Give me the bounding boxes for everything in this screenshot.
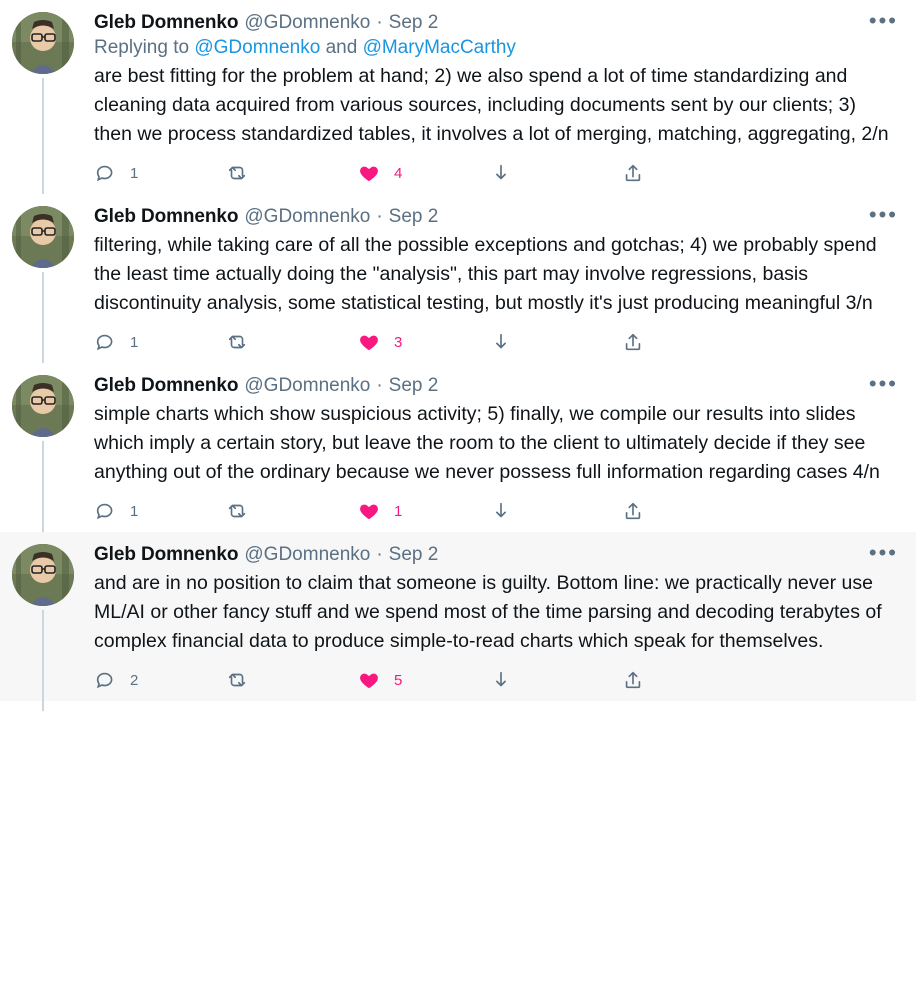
author-handle[interactable]: @GDomnenko [244,544,371,565]
heart-icon [358,162,380,184]
share-button[interactable] [622,500,754,522]
like-button[interactable] [358,162,490,184]
share-icon [622,500,644,522]
mention-link-marymaccarthy[interactable]: @MaryMacCarthy [362,37,516,58]
separator-dot: · [376,12,383,33]
tweet-content [84,202,900,359]
retweet-icon [226,162,248,184]
download-icon [490,500,512,522]
like-count: 1 [394,502,403,520]
like-count: 3 [394,333,403,351]
mention-link-gdomnenko[interactable]: @GDomnenko [194,37,321,58]
tweet-header [94,202,898,228]
replying-to-label: Replying to [94,37,195,58]
download-button[interactable] [490,162,622,184]
tweet-date[interactable]: Sep 2 [388,206,439,227]
download-icon [490,669,512,691]
tweet-content [84,540,900,697]
tweet-actions [94,162,754,184]
like-button[interactable] [358,669,490,691]
author-handle[interactable]: @GDomnenko [244,12,371,33]
replying-to-line [94,37,896,59]
like-count: 4 [394,164,403,182]
separator-dot: · [376,375,383,396]
heart-icon [358,500,380,522]
download-icon [490,331,512,353]
avatar-column [12,544,84,697]
avatar-column [12,375,84,528]
mention-conjunction: and [320,37,363,58]
separator-dot: · [376,206,383,227]
reply-count: 1 [130,502,139,520]
avatar-column [12,12,84,190]
retweet-icon [226,669,248,691]
retweet-button[interactable] [226,669,358,691]
download-button[interactable] [490,669,622,691]
thread-connector-line [42,78,44,204]
share-icon [622,669,644,691]
like-count: 5 [394,671,403,689]
heart-icon [358,669,380,691]
author-name[interactable]: Gleb Domnenko [94,375,239,396]
share-button[interactable] [622,331,754,353]
thread-connector-line [42,610,44,711]
share-icon [622,331,644,353]
reply-count: 1 [130,333,139,351]
author-handle[interactable]: @GDomnenko [244,206,371,227]
retweet-icon [226,500,248,522]
avatar[interactable] [12,206,74,268]
tweet-header [94,540,898,566]
retweet-button[interactable] [226,331,358,353]
thread-connector-line [42,272,44,373]
tweet-actions [94,669,754,691]
share-button[interactable] [622,162,754,184]
avatar-column [12,206,84,359]
tweet-item[interactable] [0,363,916,532]
author-name[interactable]: Gleb Domnenko [94,544,239,565]
tweet-content [84,371,900,528]
more-options-icon[interactable]: ••• [868,371,898,396]
reply-count: 2 [130,671,139,689]
retweet-button[interactable] [226,500,358,522]
avatar[interactable] [12,375,74,437]
more-options-icon[interactable]: ••• [868,8,898,33]
thread-connector-line [42,441,44,542]
tweet-content [84,8,900,190]
tweet-text: and are in no position to claim that someone is guilty. Bottom line: we practically never use ML/AI or other fancy stuff and we spend most of the time parsing and decoding terabytes of complex financial data to produce simple-to-read charts which speak for themselves. [94,572,882,652]
tweet-actions [94,500,754,522]
tweet-header [94,8,898,34]
reply-icon [94,500,116,522]
reply-count: 1 [130,164,139,182]
like-button[interactable] [358,331,490,353]
tweet-text: filtering, while taking care of all the possible exceptions and gotchas; 4) we probably spend the least time actually doing the "analysis", this part may involve regressions, basis discontinuity analysis, some statistical testing, but mostly it's just producing meaningful 3/n [94,234,877,314]
tweet-item[interactable] [0,0,916,194]
author-name[interactable]: Gleb Domnenko [94,206,239,227]
download-button[interactable] [490,331,622,353]
reply-button[interactable] [94,331,226,353]
separator-dot: · [376,544,383,565]
retweet-icon [226,331,248,353]
tweet-date[interactable]: Sep 2 [388,375,439,396]
reply-button[interactable] [94,162,226,184]
share-button[interactable] [622,669,754,691]
retweet-button[interactable] [226,162,358,184]
reply-icon [94,162,116,184]
reply-button[interactable] [94,500,226,522]
author-handle[interactable]: @GDomnenko [244,375,371,396]
reply-icon [94,331,116,353]
tweet-actions [94,331,754,353]
download-button[interactable] [490,500,622,522]
tweet-header [94,371,898,397]
reply-button[interactable] [94,669,226,691]
more-options-icon[interactable]: ••• [868,202,898,227]
avatar[interactable] [12,544,74,606]
share-icon [622,162,644,184]
like-button[interactable] [358,500,490,522]
reply-icon [94,669,116,691]
tweet-date[interactable]: Sep 2 [388,544,439,565]
tweet-date[interactable]: Sep 2 [388,12,439,33]
download-icon [490,162,512,184]
tweet-text: simple charts which show suspicious activity; 5) finally, we compile our results into slides which imply a certain story, but leave the room to the client to ultimately decide if they see anything out of the ordinary because we never possess full information regarding cases 4/n [94,403,880,483]
tweet-text: are best fitting for the problem at hand; 2) we also spend a lot of time standardizing and cleaning data acquired from various sources, including documents sent by our clients; 3) then we process standardized tables, it involves a lot of merging, matching, aggregating, 2/n [94,65,889,145]
author-name[interactable]: Gleb Domnenko [94,12,239,33]
avatar[interactable] [12,12,74,74]
heart-icon [358,331,380,353]
tweet-item[interactable] [0,532,916,701]
more-options-icon[interactable]: ••• [868,540,898,565]
tweet-item[interactable] [0,194,916,363]
